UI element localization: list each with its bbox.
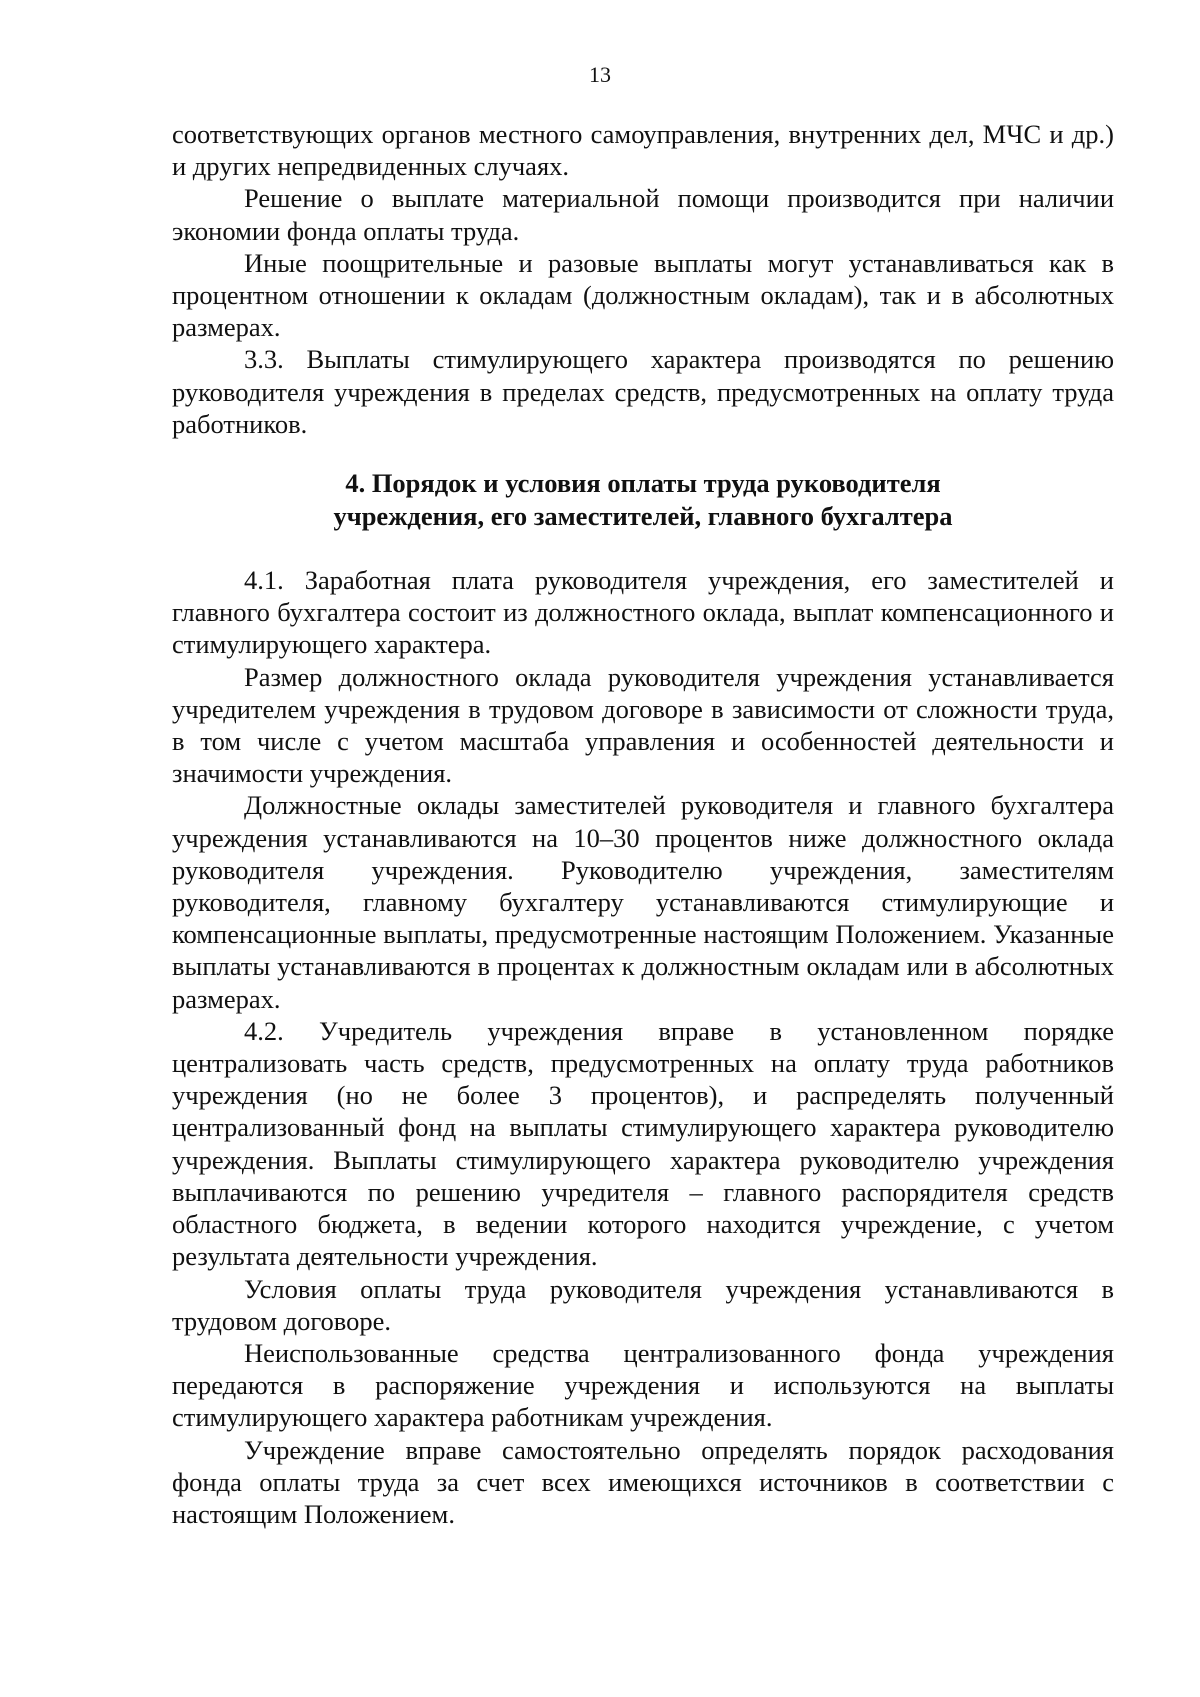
paragraph: Условия оплаты труда руководителя учреждения устанавливаются в трудовом договоре. — [172, 1273, 1114, 1336]
paragraph: Размер должностного оклада руководителя учреждения устанавливается учредителем учреждения в трудовом договоре в зависимости от сложности труда, в том числе с учетом масштаба управления и особенностей деятельности и значимости учреждения. — [172, 661, 1114, 789]
paragraph: 4.2. Учредитель учреждения вправе в установленном порядке централизовать часть средств, предусмотренных на оплату труда работников учреждения (но не более 3 процентов), и распределять полученный централизованный фонд на выплаты стимулирующего характера руководителю учреждения. Выплаты стимулирующего характера руководителю учреждения выплачиваются по решению учредителя – главного распорядителя средств областного бюджета, в ведении которого находится учреждение, с учетом результата деятельности учреждения. — [172, 1015, 1114, 1272]
paragraph: Решение о выплате материальной помощи производится при наличии экономии фонда оплаты труда. — [172, 183, 1114, 246]
paragraph: Должностные оклады заместителей руководителя и главного бухгалтера учреждения устанавливаются на 10–30 процентов ниже должностного оклада руководителя учреждения. Руководителю учреждения, заместителям руководителя, главному бухгалтеру устанавливаются стимулирующие и компенсационные выплаты, предусмотренные настоящим Положением. Указанные выплаты устанавливаются в процентах к должностным окладам или в абсолютных размерах. — [172, 790, 1114, 1014]
paragraph: 4.1. Заработная плата руководителя учреждения, его заместителей и главного бухгалтера состоит из должностного оклада, выплат компенсационного и стимулирующего характера. — [172, 565, 1114, 660]
paragraph: Иные поощрительные и разовые выплаты могут устанавливаться как в процентном отношении к окладам (должностным окладам), так и в абсолютных размерах. — [172, 247, 1114, 343]
paragraph: соответствующих органов местного самоуправления, внутренних дел, МЧС и др.) и других непредвиденных случаях. — [172, 119, 1114, 182]
paragraph: Неиспользованные средства централизованного фонда учреждения передаются в распоряжение учреждения и используются на выплаты стимулирующего характера работникам учреждения. — [172, 1337, 1114, 1433]
paragraph: 3.3. Выплаты стимулирующего характера производятся по решению руководителя учреждения в пределах средств, предусмотренных на оплату труда работников. — [172, 344, 1114, 439]
section-heading — [172, 467, 1114, 533]
section-heading-line: 4. Порядок и условия оплаты труда руководителя — [345, 468, 941, 499]
paragraph: Учреждение вправе самостоятельно определять порядок расходования фонда оплаты труда за счет всех имеющихся источников в соответствии с настоящим Положением. — [172, 1434, 1114, 1529]
page-number: 13 — [589, 62, 611, 87]
section-heading-line: учреждения, его заместителей, главного бухгалтера — [333, 501, 953, 532]
document-body — [172, 118, 1114, 1530]
